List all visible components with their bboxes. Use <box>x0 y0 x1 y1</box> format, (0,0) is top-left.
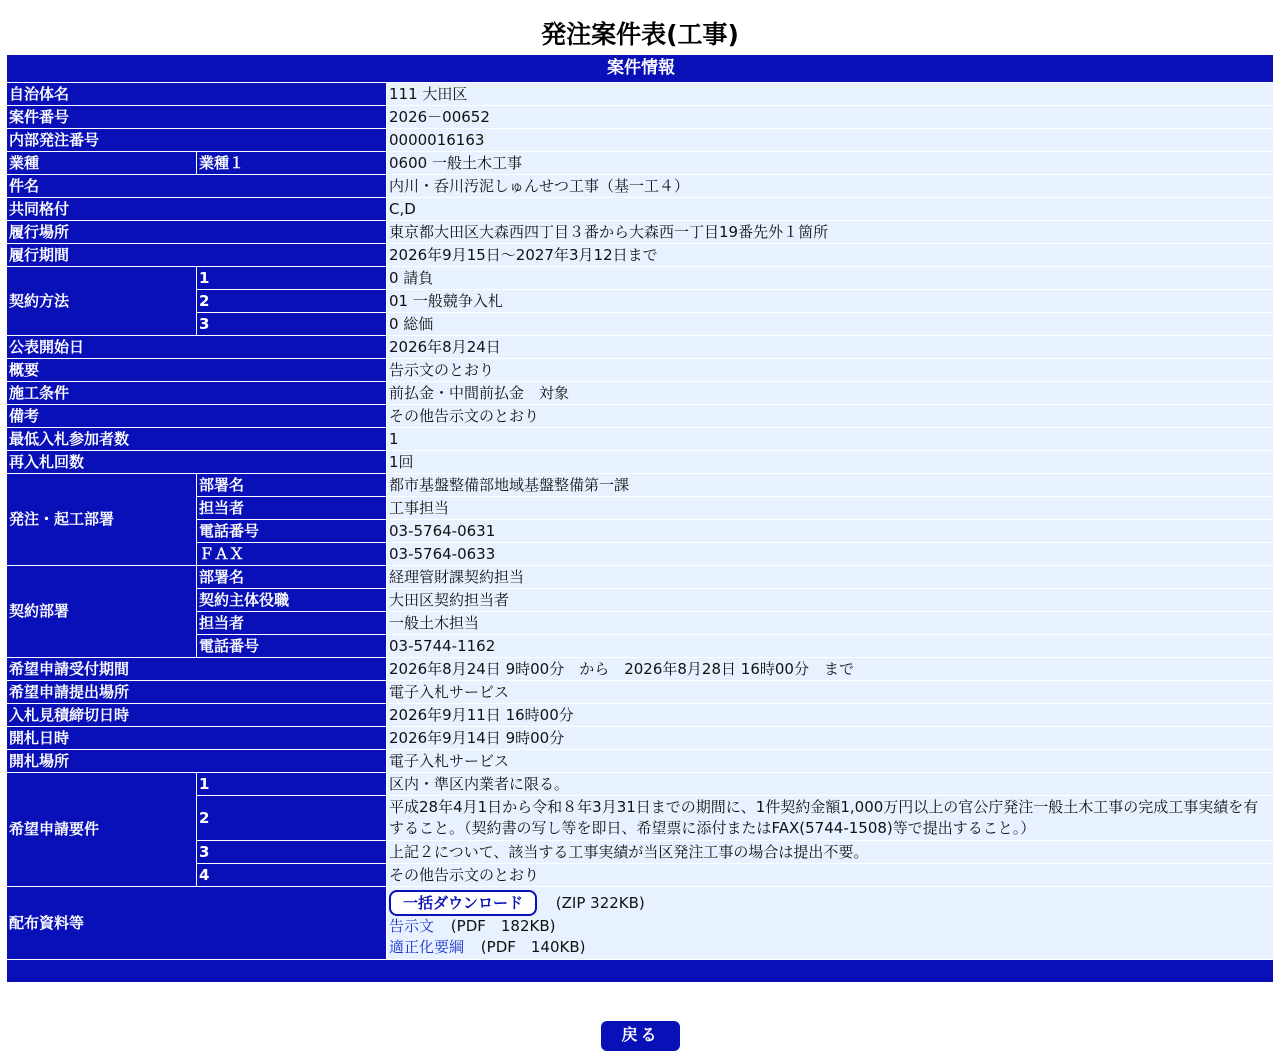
label-industry: 業種 <box>7 152 196 174</box>
label-contract-principal: 契約主体役職 <box>197 589 386 611</box>
label-application-place: 希望申請提出場所 <box>7 681 386 703</box>
label-contract-method-1: 1 <box>197 267 386 289</box>
value-bid-deadline: 2026年9月11日 16時00分 <box>387 704 1273 726</box>
value-industry-1: 0600 一般土木工事 <box>387 152 1273 174</box>
notice-document-link[interactable]: 告示文 <box>389 917 435 935</box>
label-opening-datetime: 開札日時 <box>7 727 386 749</box>
table-row <box>7 106 1273 128</box>
bulk-download-button[interactable]: 一括ダウンロード <box>389 890 537 916</box>
label-contract-method: 契約方法 <box>7 267 196 335</box>
value-ordering-dept-person: 工事担当 <box>387 497 1273 519</box>
table-row <box>7 681 1273 703</box>
label-contract-dept-name: 部署名 <box>197 566 386 588</box>
label-application-period: 希望申請受付期間 <box>7 658 386 680</box>
value-subject: 内川・呑川汚泥しゅんせつ工事（基一工４） <box>387 175 1273 197</box>
label-opening-place: 開札場所 <box>7 750 386 772</box>
value-joint-rating: C,D <box>387 198 1273 220</box>
table-row <box>7 796 1273 840</box>
table-row <box>7 129 1273 151</box>
label-contract-dept: 契約部署 <box>7 566 196 657</box>
table-row <box>7 221 1273 243</box>
value-contract-principal: 大田区契約担当者 <box>387 589 1273 611</box>
value-overview: 告示文のとおり <box>387 359 1273 381</box>
label-construction-conditions: 施工条件 <box>7 382 386 404</box>
value-contract-dept-person: 一般土木担当 <box>387 612 1273 634</box>
bulk-download-size: (ZIP 322KB) <box>555 894 645 912</box>
table-row <box>7 152 1273 174</box>
notice-document-size: (PDF 182KB) <box>450 917 556 935</box>
label-subject: 件名 <box>7 175 386 197</box>
label-distribution-materials: 配布資料等 <box>7 887 386 959</box>
value-requirement-2: 平成28年4月1日から令和８年3月31日までの期間に、1件契約金額1,000万円以上の官公庁発注一般土木工事の完成工事実績を有すること。（契約書の写し等を即日、希望票に添付またはFAX(5744-1508)等で提出すること。） <box>387 796 1273 840</box>
label-requirement-4: 4 <box>197 864 386 886</box>
label-min-bidders: 最低入札参加者数 <box>7 428 386 450</box>
table-row <box>7 83 1273 105</box>
value-internal-order-number: 0000016163 <box>387 129 1273 151</box>
table-row <box>7 198 1273 220</box>
value-remarks: その他告示文のとおり <box>387 405 1273 427</box>
value-application-period: 2026年8月24日 9時00分 から 2026年8月28日 16時00分 まで <box>387 658 1273 680</box>
table-row <box>7 451 1273 473</box>
label-remarks: 備考 <box>7 405 386 427</box>
value-rebid-count: 1回 <box>387 451 1273 473</box>
case-info-table <box>6 54 1274 983</box>
label-joint-rating: 共同格付 <box>7 198 386 220</box>
label-requirement-1: 1 <box>197 773 386 795</box>
table-row <box>7 658 1273 680</box>
table-row <box>7 635 1273 657</box>
label-municipality: 自治体名 <box>7 83 386 105</box>
value-contract-method-1: 0 請負 <box>387 267 1273 289</box>
table-row <box>7 474 1273 496</box>
label-contract-dept-person: 担当者 <box>197 612 386 634</box>
table-row <box>7 428 1273 450</box>
guidelines-size: (PDF 140KB) <box>480 938 586 956</box>
label-contract-method-2: 2 <box>197 290 386 312</box>
table-row <box>7 773 1273 795</box>
value-requirement-3: 上記２について、該当する工事実績が当区発注工事の場合は提出不要。 <box>387 841 1273 863</box>
value-opening-place: 電子入札サービス <box>387 750 1273 772</box>
value-contract-method-3: 0 総価 <box>387 313 1273 335</box>
table-row <box>7 887 1273 959</box>
value-contract-dept-name: 経理管財課契約担当 <box>387 566 1273 588</box>
table-row <box>7 405 1273 427</box>
table-row <box>7 727 1273 749</box>
value-requirement-4: その他告示文のとおり <box>387 864 1273 886</box>
value-contract-method-2: 01 一般競争入札 <box>387 290 1273 312</box>
label-contract-method-3: 3 <box>197 313 386 335</box>
label-case-number: 案件番号 <box>7 106 386 128</box>
label-ordering-dept: 発注・起工部署 <box>7 474 196 565</box>
label-ordering-dept-fax: ＦＡＸ <box>197 543 386 565</box>
table-row <box>7 750 1273 772</box>
label-rebid-count: 再入札回数 <box>7 451 386 473</box>
value-work-location: 東京都大田区大森西四丁目３番から大森西一丁目19番先外１箇所 <box>387 221 1273 243</box>
value-municipality: 111 大田区 <box>387 83 1273 105</box>
table-row <box>7 290 1273 312</box>
value-ordering-dept-fax: 03-5764-0633 <box>387 543 1273 565</box>
table-row <box>7 244 1273 266</box>
table-row <box>7 612 1273 634</box>
label-requirement-3: 3 <box>197 841 386 863</box>
table-row <box>7 841 1273 863</box>
value-min-bidders: 1 <box>387 428 1273 450</box>
label-application-requirements: 希望申請要件 <box>7 773 196 886</box>
table-row <box>7 497 1273 519</box>
value-contract-dept-phone: 03-5744-1162 <box>387 635 1273 657</box>
value-opening-datetime: 2026年9月14日 9時00分 <box>387 727 1273 749</box>
table-row <box>7 313 1273 335</box>
value-construction-conditions: 前払金・中間前払金 対象 <box>387 382 1273 404</box>
label-ordering-dept-person: 担当者 <box>197 497 386 519</box>
value-ordering-dept-phone: 03-5764-0631 <box>387 520 1273 542</box>
label-requirement-2: 2 <box>197 796 386 840</box>
value-requirement-1: 区内・準区内業者に限る。 <box>387 773 1273 795</box>
label-contract-dept-phone: 電話番号 <box>197 635 386 657</box>
label-bid-deadline: 入札見積締切日時 <box>7 704 386 726</box>
table-row <box>7 589 1273 611</box>
section-header: 案件情報 <box>7 55 1273 82</box>
back-button[interactable]: 戻る <box>601 1021 680 1051</box>
value-case-number: 2026－00652 <box>387 106 1273 128</box>
table-row <box>7 543 1273 565</box>
table-row <box>7 520 1273 542</box>
table-row <box>7 336 1273 358</box>
value-work-period: 2026年9月15日～2027年3月12日まで <box>387 244 1273 266</box>
label-internal-order-number: 内部発注番号 <box>7 129 386 151</box>
value-application-place: 電子入札サービス <box>387 681 1273 703</box>
value-ordering-dept-name: 都市基盤整備部地域基盤整備第一課 <box>387 474 1273 496</box>
label-work-location: 履行場所 <box>7 221 386 243</box>
distribution-materials <box>387 887 1273 959</box>
table-row <box>7 359 1273 381</box>
table-row <box>7 267 1273 289</box>
label-ordering-dept-name: 部署名 <box>197 474 386 496</box>
table-row <box>7 864 1273 886</box>
table-row <box>7 382 1273 404</box>
guidelines-link[interactable]: 適正化要綱 <box>389 938 465 956</box>
label-work-period: 履行期間 <box>7 244 386 266</box>
label-industry-1: 業種１ <box>197 152 386 174</box>
page-title: 発注案件表(工事) <box>541 20 739 49</box>
label-overview: 概要 <box>7 359 386 381</box>
label-publish-date: 公表開始日 <box>7 336 386 358</box>
table-row <box>7 704 1273 726</box>
table-row <box>7 175 1273 197</box>
table-footer-bar <box>7 960 1273 982</box>
label-ordering-dept-phone: 電話番号 <box>197 520 386 542</box>
table-row <box>7 566 1273 588</box>
value-publish-date: 2026年8月24日 <box>387 336 1273 358</box>
